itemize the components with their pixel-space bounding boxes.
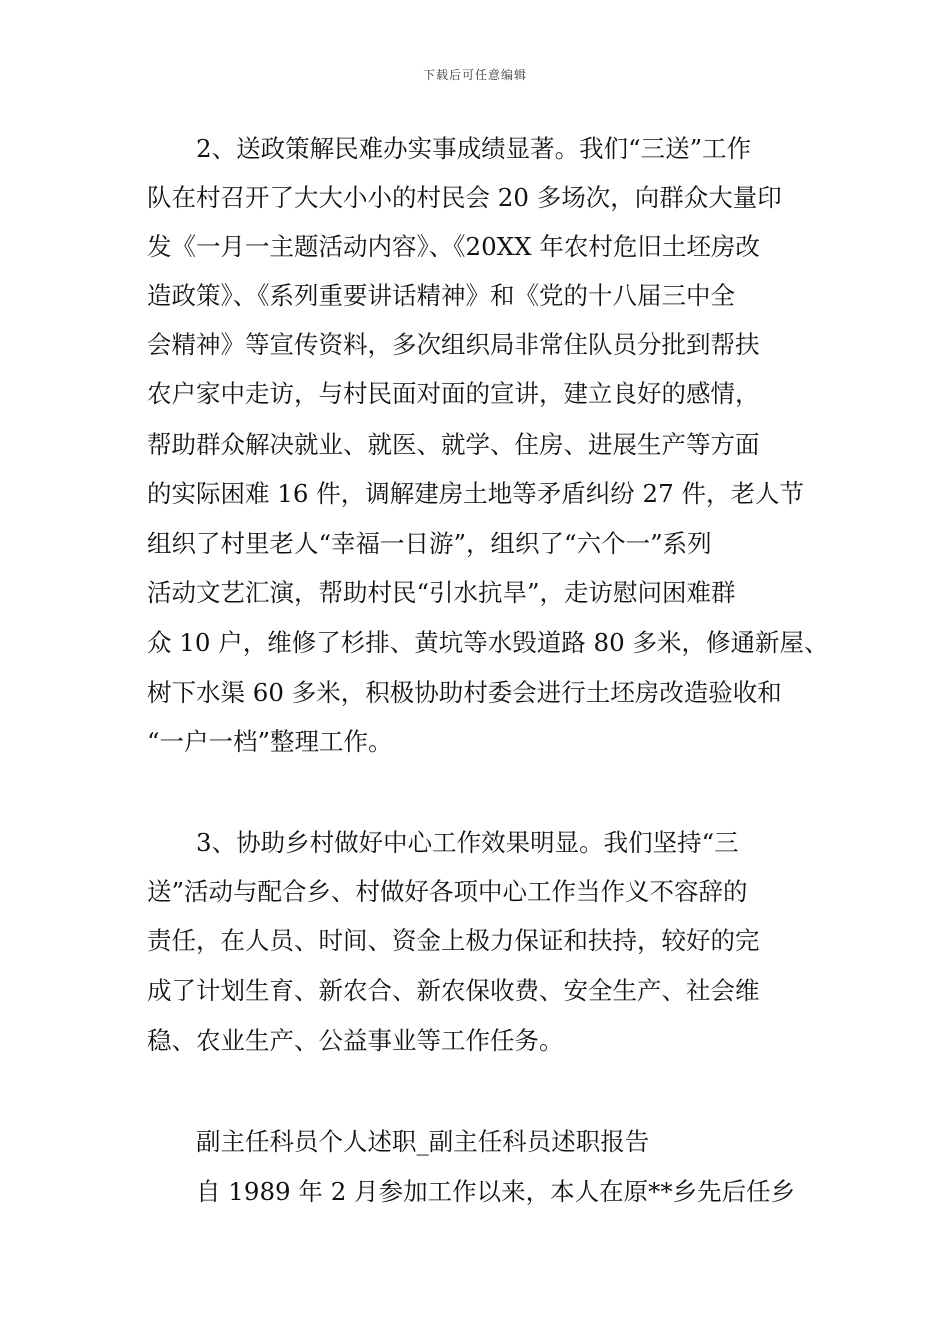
paragraph-line: 组织了村里老人“幸福一日游”，组织了“六个一”系列: [147, 529, 712, 558]
paragraph-line: 树下水渠 60 多米，积极协助村委会进行土坯房改造验收和: [147, 678, 782, 707]
paragraph-line: 2、送政策解民难办实事成绩显著。我们“三送”工作: [196, 134, 752, 163]
paragraph-line: 帮助群众解决就业、就医、就学、住房、进展生产等方面: [147, 430, 760, 459]
paragraph-line: 发《一月一主题活动内容》、《20XX 年农村危旧土坯房改: [147, 232, 760, 261]
report-first-line: 自 1989 年 2 月参加工作以来，本人在原**乡先后任乡: [196, 1177, 796, 1206]
paragraph-line: 稳、农业生产、公益事业等工作任务。: [147, 1026, 564, 1055]
paragraph-line: 造政策》、《系列重要讲话精神》和《党的十八届三中全: [147, 281, 735, 310]
paragraph-line: 队在村召开了大大小小的村民会 20 多场次，向群众大量印: [147, 183, 782, 212]
paragraph-line: 会精神》等宣传资料，多次组织局非常住队员分批到帮扶: [147, 330, 760, 359]
paragraph-line: 的实际困难 16 件，调解建房土地等矛盾纠纷 27 件，老人节: [147, 479, 804, 508]
paragraph-line: 责任，在人员、时间、资金上极力保证和扶持，较好的完: [147, 926, 760, 955]
report-title: 副主任科员个人述职_副主任科员述职报告: [196, 1127, 650, 1156]
paragraph-line: 众 10 户，维修了杉排、黄坑等水毁道路 80 多米，修通新屋、: [147, 628, 829, 657]
paragraph-line: 送”活动与配合乡、村做好各项中心工作当作义不容辞的: [147, 877, 748, 906]
paragraph-line: 活动文艺汇演，帮助村民“引水抗旱”，走访慰问困难群: [147, 578, 736, 607]
paragraph-line: 农户家中走访，与村民面对面的宣讲，建立良好的感情，: [147, 379, 760, 408]
paragraph-line: 3、协助乡村做好中心工作效果明显。我们坚持“三: [196, 828, 739, 857]
header-note: 下载后可任意编辑: [422, 68, 527, 82]
paragraph-line: 成了计划生育、新农合、新农保收费、安全生产、社会维: [147, 976, 760, 1005]
paragraph-line: “一户一档”整理工作。: [147, 727, 393, 756]
